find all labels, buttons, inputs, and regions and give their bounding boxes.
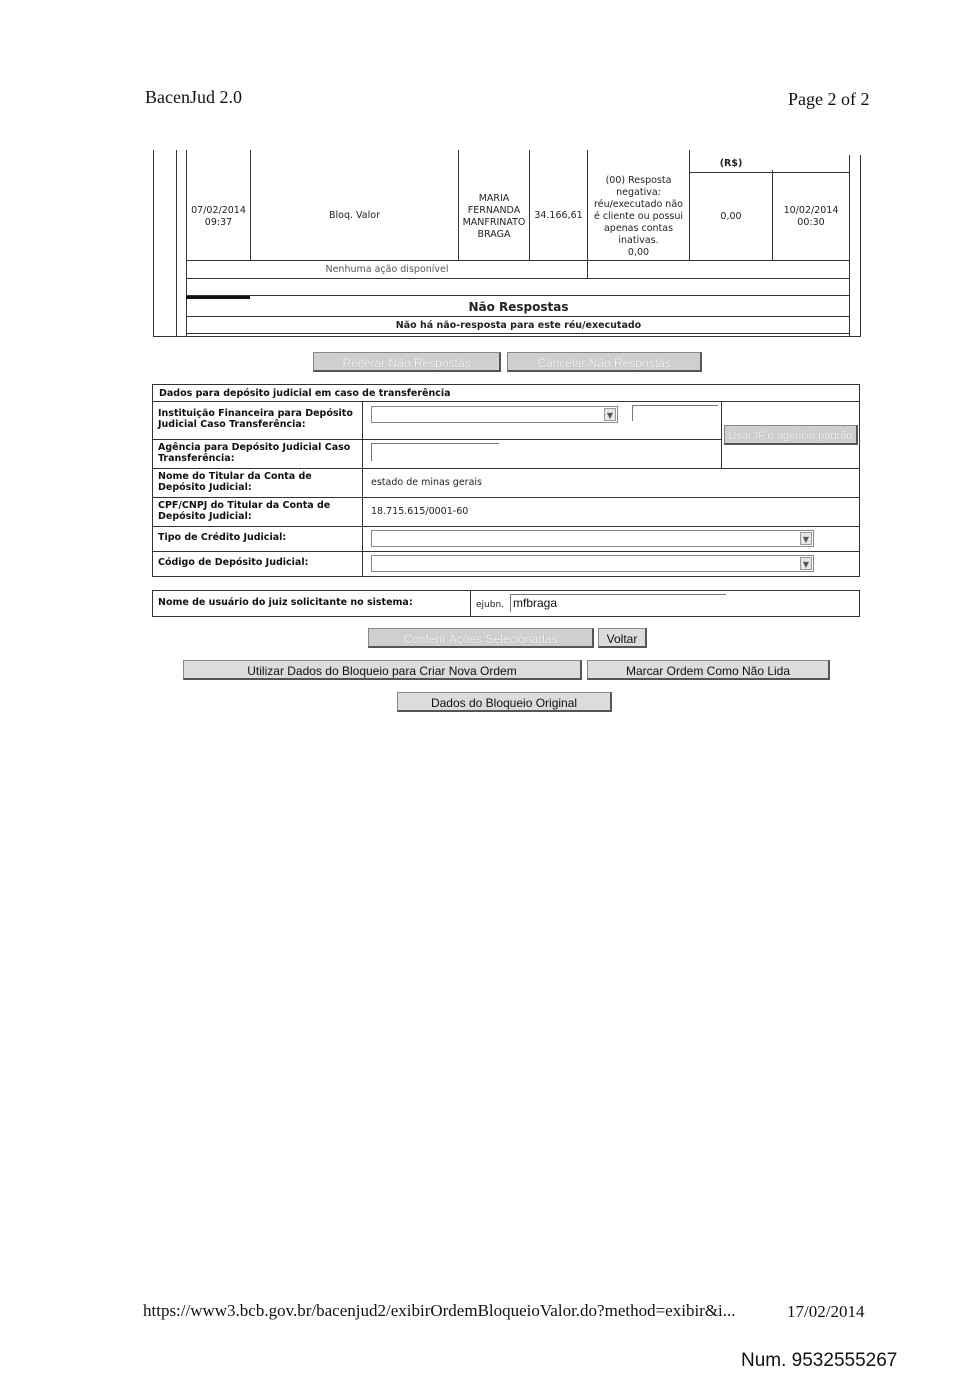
row-resp-date: 10/02/2014 xyxy=(783,205,839,216)
row-name-line: MANFRINATO xyxy=(462,217,526,228)
titular-label: Nome do Titular da Conta de Depósito Judicial: xyxy=(158,471,312,493)
document-number: Num. 9532555267 xyxy=(741,1350,898,1371)
agencia-input[interactable] xyxy=(371,443,499,461)
user-label: Nome de usuário do juiz solicitante no sistema: xyxy=(158,597,413,608)
conferir-button[interactable]: Conferir Ações Selecionadas xyxy=(368,628,594,648)
row-date: 07/02/2014 xyxy=(191,205,246,216)
deposit-form-title: Dados para depósito judicial em caso de transferência xyxy=(159,388,451,399)
marcar-button[interactable]: Marcar Ordem Como Não Lida xyxy=(587,660,830,680)
row-name-line: FERNANDA xyxy=(467,205,521,216)
chevron-down-icon: ▼ xyxy=(800,532,812,545)
nao-respostas-title: Não Respostas xyxy=(468,300,569,314)
app-title: BacenJud 2.0 xyxy=(145,87,242,107)
user-prefix: ejubn. xyxy=(476,600,505,610)
instituicao-code-input[interactable] xyxy=(632,405,718,421)
agencia-label: Agência para Depósito Judicial Caso Transferência: xyxy=(158,442,351,464)
chevron-down-icon: ▼ xyxy=(604,408,616,421)
currency-header: (R$) xyxy=(719,158,743,169)
row-response-line: negativa: xyxy=(616,187,661,198)
cpf-label: CPF/CNPJ do Titular da Conta de Depósito Judicial: xyxy=(158,500,331,522)
dados-original-button[interactable]: Dados do Bloqueio Original xyxy=(397,692,612,712)
codigo-select[interactable] xyxy=(371,555,814,572)
cpf-value: 18.715.615/0001-60 xyxy=(371,506,469,517)
row-response-line: apenas contas xyxy=(603,223,674,234)
row-response-line: inativas. xyxy=(618,235,659,246)
row-time: 09:37 xyxy=(204,217,233,228)
row-response-line: réu/executado não xyxy=(594,199,683,210)
instituicao-label: Instituição Financeira para Depósito Judicial Caso Transferência: xyxy=(158,408,353,430)
nao-respostas-text: Não há não-resposta para este réu/executado xyxy=(395,320,642,331)
row-amount: 0,00 xyxy=(720,211,742,222)
footer-url: https://www3.bcb.gov.br/bacenjud2/exibirOrdemBloqueioValor.do?method=exibir&i... xyxy=(143,1301,736,1320)
row-action: Bloq. Valor xyxy=(329,210,380,221)
voltar-button[interactable]: Voltar xyxy=(598,628,647,648)
user-input[interactable]: mfbraga xyxy=(510,594,726,612)
tipo-select[interactable] xyxy=(371,530,814,547)
usar-if-button[interactable]: Usar IF e agência padrão xyxy=(724,425,858,445)
instituicao-select[interactable] xyxy=(371,406,618,423)
page-indicator: Page 2 of 2 xyxy=(788,89,870,109)
no-action-text: Nenhuma ação disponível xyxy=(325,264,449,275)
row-name-line: MARIA xyxy=(478,193,510,204)
cancelar-button[interactable]: Cancelar Não Respostas xyxy=(507,352,702,372)
titular-value: estado de minas gerais xyxy=(371,477,482,488)
row-response-line: (00) Resposta xyxy=(605,175,672,186)
chevron-down-icon: ▼ xyxy=(800,557,812,570)
codigo-label: Código de Depósito Judicial: xyxy=(158,557,309,568)
tipo-label: Tipo de Crédito Judicial: xyxy=(158,532,287,543)
row-resp-time: 00:30 xyxy=(797,217,825,228)
reiterar-button[interactable]: Reiterar Não Respostas xyxy=(313,352,501,372)
row-value: 34.166,61 xyxy=(534,210,583,221)
row-response-line: é cliente ou possui xyxy=(593,211,684,222)
row-response-line: 0,00 xyxy=(627,247,650,258)
footer-date: 17/02/2014 xyxy=(787,1302,865,1321)
row-name-line: BRAGA xyxy=(477,229,511,240)
utilizar-button[interactable]: Utilizar Dados do Bloqueio para Criar Nova Ordem xyxy=(183,660,582,680)
